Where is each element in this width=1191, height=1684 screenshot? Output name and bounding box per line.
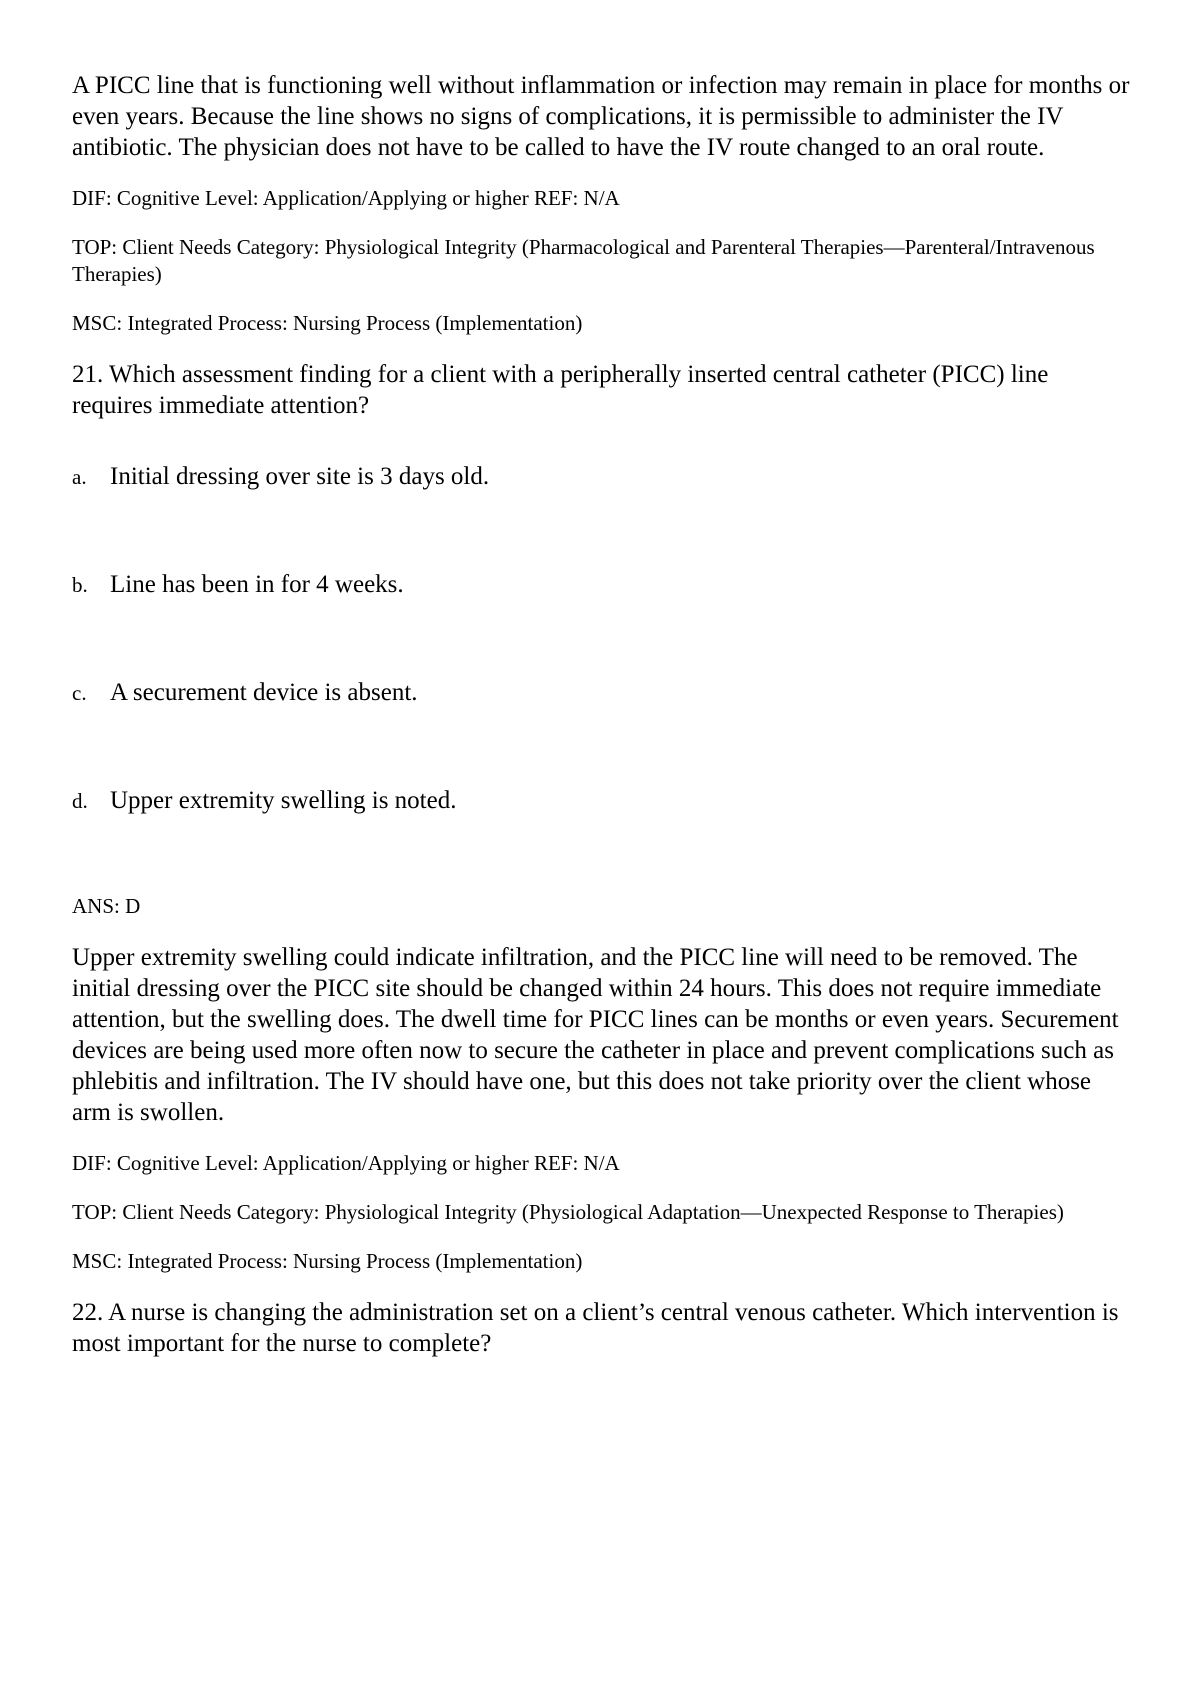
- question-21-msc-line: MSC: Integrated Process: Nursing Process (Implementation): [72, 1249, 583, 1273]
- option-b-text: Line has been in for 4 weeks.: [110, 571, 404, 598]
- option-a-letter: a.: [72, 465, 87, 489]
- option-d: [72, 785, 1132, 893]
- question-21: [72, 359, 1132, 1297]
- document-page: [72, 70, 1132, 1359]
- option-d-text: Upper extremity swelling is noted.: [110, 787, 457, 814]
- question-21-stem: 21. Which assessment finding for a client with a peripherally inserted central catheter (PICC) line requires immediate attention?: [72, 361, 1049, 419]
- previous-rationale: A PICC line that is functioning well without inflammation or infection may remain in place for months or even years. Because the line shows no signs of complications, it is permissible to administer the IV antibiotic. The physician does not have to be called to have the IV route changed to an oral route.: [72, 72, 1130, 161]
- question-21-options: [72, 461, 1132, 893]
- option-a-text: Initial dressing over site is 3 days old.: [110, 463, 490, 490]
- option-a: [72, 461, 1132, 569]
- question-22: [72, 1297, 1132, 1359]
- question-21-answer: ANS: D: [72, 894, 141, 918]
- question-22-stem: 22. A nurse is changing the administration set on a client’s central venous catheter. Which intervention is most important for the nurse to complete?: [72, 1299, 1119, 1357]
- option-c-text: A securement device is absent.: [110, 679, 418, 706]
- option-c-letter: c.: [72, 681, 87, 705]
- question-21-dif-line: DIF: Cognitive Level: Application/Applying or higher REF: N/A: [72, 1151, 620, 1175]
- option-d-letter: d.: [72, 789, 88, 813]
- option-b-letter: b.: [72, 573, 88, 597]
- option-c: [72, 677, 1132, 785]
- previous-dif-line: DIF: Cognitive Level: Application/Applying or higher REF: N/A: [72, 186, 620, 210]
- previous-top-line: TOP: Client Needs Category: Physiological Integrity (Pharmacological and Parenteral Therapies—Parenteral/Intravenous Therapies): [72, 235, 1095, 286]
- option-b: [72, 569, 1132, 677]
- previous-msc-line: MSC: Integrated Process: Nursing Process (Implementation): [72, 311, 583, 335]
- question-21-top-line: TOP: Client Needs Category: Physiological Integrity (Physiological Adaptation—Unexpected Response to Therapies): [72, 1200, 1064, 1224]
- question-21-rationale: Upper extremity swelling could indicate infiltration, and the PICC line will need to be removed. The initial dressing over the PICC site should be changed within 24 hours. This does not require immediate attention, but the swelling does. The dwell time for PICC lines can be months or even years. Securement devices are being used more often now to secure the catheter in place and prevent complications such as phlebitis and infiltration. The IV should have one, but this does not take priority over the client whose arm is swollen.: [72, 944, 1119, 1126]
